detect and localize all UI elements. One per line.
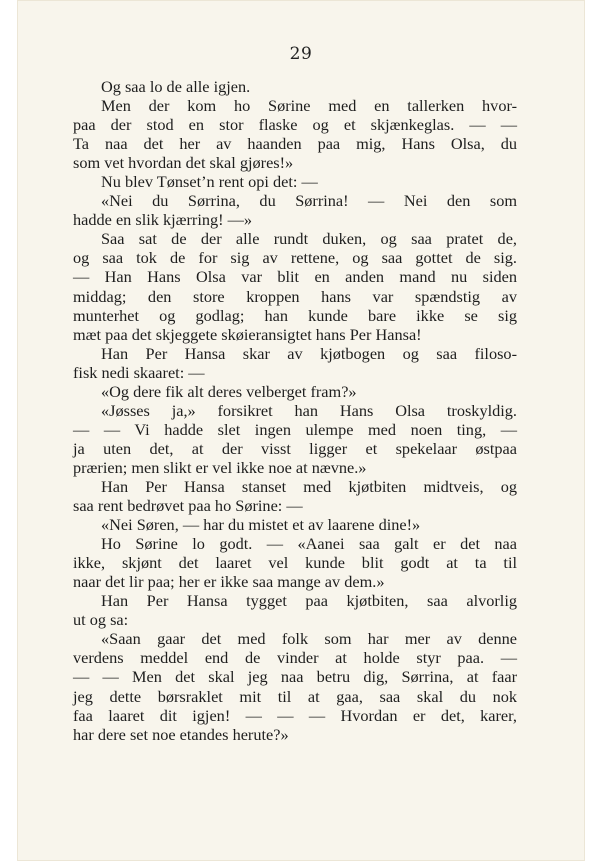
text-line: Men der kom ho Sørine med en tallerken hvor- [101,96,517,116]
text-line: jeg dette børsraklet mit til at gaa, saa skal du nok [73,686,517,706]
text-line: «Og dere fik alt deres velberget fram?» [101,381,357,401]
text-line: fisk nedi skaaret: — [73,362,205,382]
text-line: ja uten det, at der visst ligger et spekelaar østpaa [73,438,517,458]
text-line: «Nei du Sørrina, du Sørrina! — Nei den som [101,191,517,211]
paragraph [73,591,517,629]
text-line: munterhet og godlag; han kunde bare ikke se sig [73,305,517,325]
paragraph [73,191,517,229]
text-line: «Jøsses ja,» forsikret han Hans Olsa troskyldig. [101,400,517,420]
text-line: Nu blev Tønset’n rent opi det: — [101,172,318,192]
text-line: «Nei Søren, — har du mistet et av laarene dine!» [101,515,421,535]
text-line: Saa sat de der alle rundt duken, og saa pratet de, [101,229,517,249]
text-line: verdens meddel end de vinder at holde styr paa. — [73,648,517,668]
text-line: Ta naa det her av haanden paa mig, Hans Olsa, du [73,134,517,154]
paragraph [73,477,517,515]
paragraph [73,629,517,743]
text-line: som vet hvordan det skal gjøres!» [73,153,294,173]
paragraph [73,96,517,172]
page-number: 29 [289,44,313,64]
paragraph [73,172,517,191]
paragraph [73,401,517,477]
text-line: mæt paa det skjeggete skøieransigtet hans Per Hansa! [73,324,422,344]
text-line: paa der stod en stor flaske og et skjænkeglas. — — [73,115,517,135]
text-line: prærien; men slikt er vel ikke noe at nævne.» [73,457,367,477]
paragraph [73,229,517,343]
text-line: hadde en slik kjærring! —» [73,210,253,230]
text-line: Ho Sørine lo godt. — «Aanei saa galt er det naa [101,534,517,554]
text-line: «Saan gaar det med folk som har mer av denne [101,629,517,649]
text-line: Han Per Hansa tygget paa kjøtbiten, saa alvorlig [101,591,517,611]
paragraph [73,77,517,96]
text-line: — — Vi hadde slet ingen ulempe med noen ting, — [73,419,517,439]
text-line: naar det lir paa; her er ikke saa mange av dem.» [73,572,385,592]
paragraph [73,382,517,401]
text-line: ikke, skjønt det laaret vel kunde blit godt at ta til [73,553,517,573]
paragraph [73,515,517,534]
text-line: faa laaret dit igjen! — — — Hvordan er det, karer, [73,705,517,725]
text-line: — Han Hans Olsa var blit en anden mand nu siden [73,267,517,287]
text-line: ut og sa: [73,610,129,630]
paragraph [73,534,517,591]
text-line: Han Per Hansa skar av kjøtbogen og saa filoso- [101,343,517,363]
text-line: Og saa lo de alle igjen. [101,77,251,96]
book-page [17,0,585,861]
text-line: — — Men det skal jeg naa betru dig, Sørrina, at faar [73,667,517,687]
text-body [73,77,517,744]
text-line: middag; den store kroppen hans var spændstig av [73,286,517,306]
text-line: Han Per Hansa stanset med kjøtbiten midtveis, og [101,476,517,496]
paragraph [73,344,517,382]
text-line: og saa tok de for sig av rettene, og saa gottet de sig. [73,248,517,268]
text-line: har dere set noe etandes herute?» [73,724,289,744]
text-line: saa rent bedrøvet paa ho Sørine: — [73,496,303,516]
